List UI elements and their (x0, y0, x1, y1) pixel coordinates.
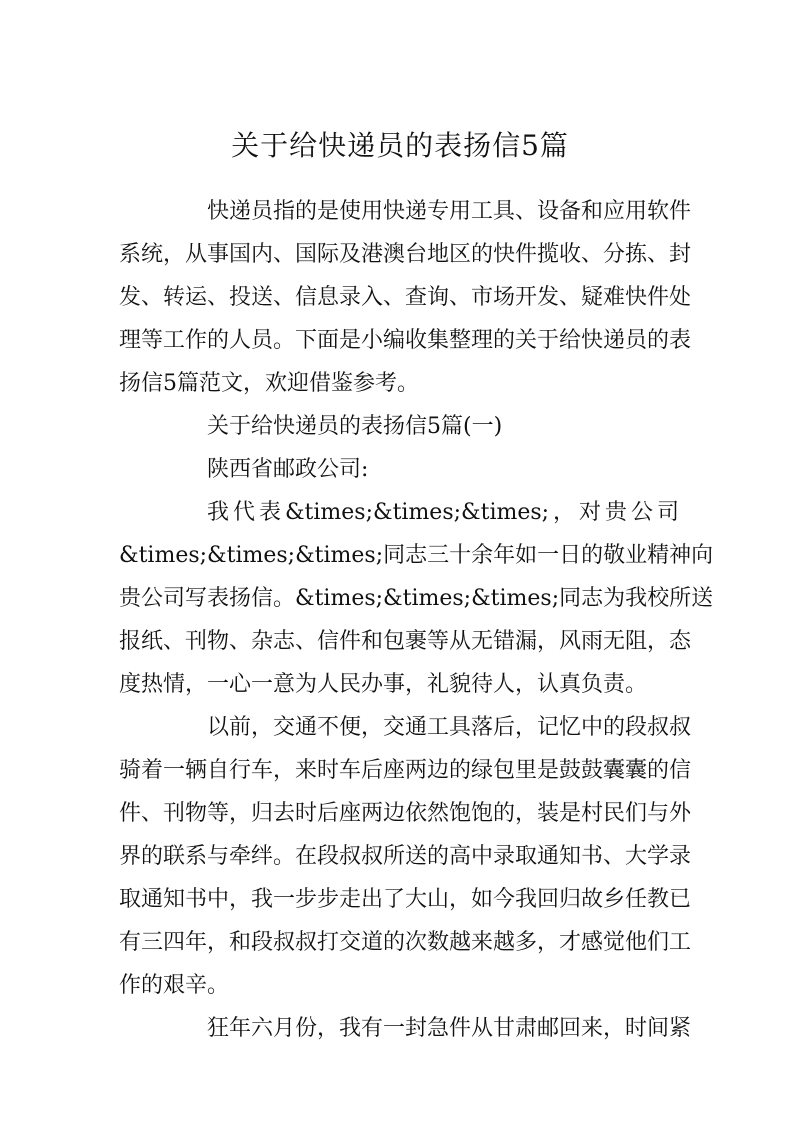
document-title: 关于给快递员的表扬信5篇 (231, 129, 569, 162)
paragraph1-line-1: 我代表&times;&times;&times;，对贵公司 (207, 500, 679, 525)
salutation: 陕西省邮政公司: (207, 457, 369, 482)
paragraph1-line-5: 度热情，一心一意为人民办事，礼貌待人，认真负责。 (119, 672, 648, 697)
paragraph3-line-1: 狂年六月份，我有一封急件从甘肃邮回来，时间紧 (207, 1016, 692, 1041)
paragraph2-line-6: 有三四年，和段叔叔打交道的次数越来越多，才感觉他们工 (119, 930, 692, 955)
paragraph2-line-7: 作的艰辛。 (119, 973, 230, 998)
paragraph2-line-2: 骑着一辆自行车，来时车后座两边的绿包里是鼓鼓囊囊的信 (119, 758, 692, 783)
intro-line-4: 理等工作的人员。下面是小编收集整理的关于给快递员的表 (119, 328, 692, 353)
section-heading: 关于给快递员的表扬信5篇(一) (207, 414, 503, 439)
intro-line-2: 系统，从事国内、国际及港澳台地区的快件揽收、分拣、封 (119, 242, 692, 267)
paragraph1-line-3: 贵公司写表扬信。&times;&times;&times;同志为我校所送 (119, 586, 714, 611)
intro-line-1: 快递员指的是使用快递专用工具、设备和应用软件 (207, 199, 692, 224)
paragraph1-line-4: 报纸、刊物、杂志、信件和包裹等从无错漏，风雨无阻，态 (119, 629, 692, 654)
paragraph2-line-5: 取通知书中，我一步步走出了大山，如今我回归故乡任教已 (119, 887, 692, 912)
paragraph2-line-3: 件、刊物等，归去时后座两边依然饱饱的，装是村民们与外 (119, 801, 692, 826)
intro-line-5: 扬信5篇范文，欢迎借鉴参考。 (119, 371, 419, 396)
paragraph2-line-1: 以前，交通不便，交通工具落后，记忆中的段叔叔 (207, 715, 692, 740)
paragraph1-line-2: &times;&times;&times;同志三十余年如一日的敬业精神向 (119, 543, 714, 568)
paragraph2-line-4: 界的联系与牵绊。在段叔叔所送的高中录取通知书、大学录 (119, 844, 692, 869)
intro-line-3: 发、转运、投送、信息录入、查询、市场开发、疑难快件处 (119, 285, 692, 310)
